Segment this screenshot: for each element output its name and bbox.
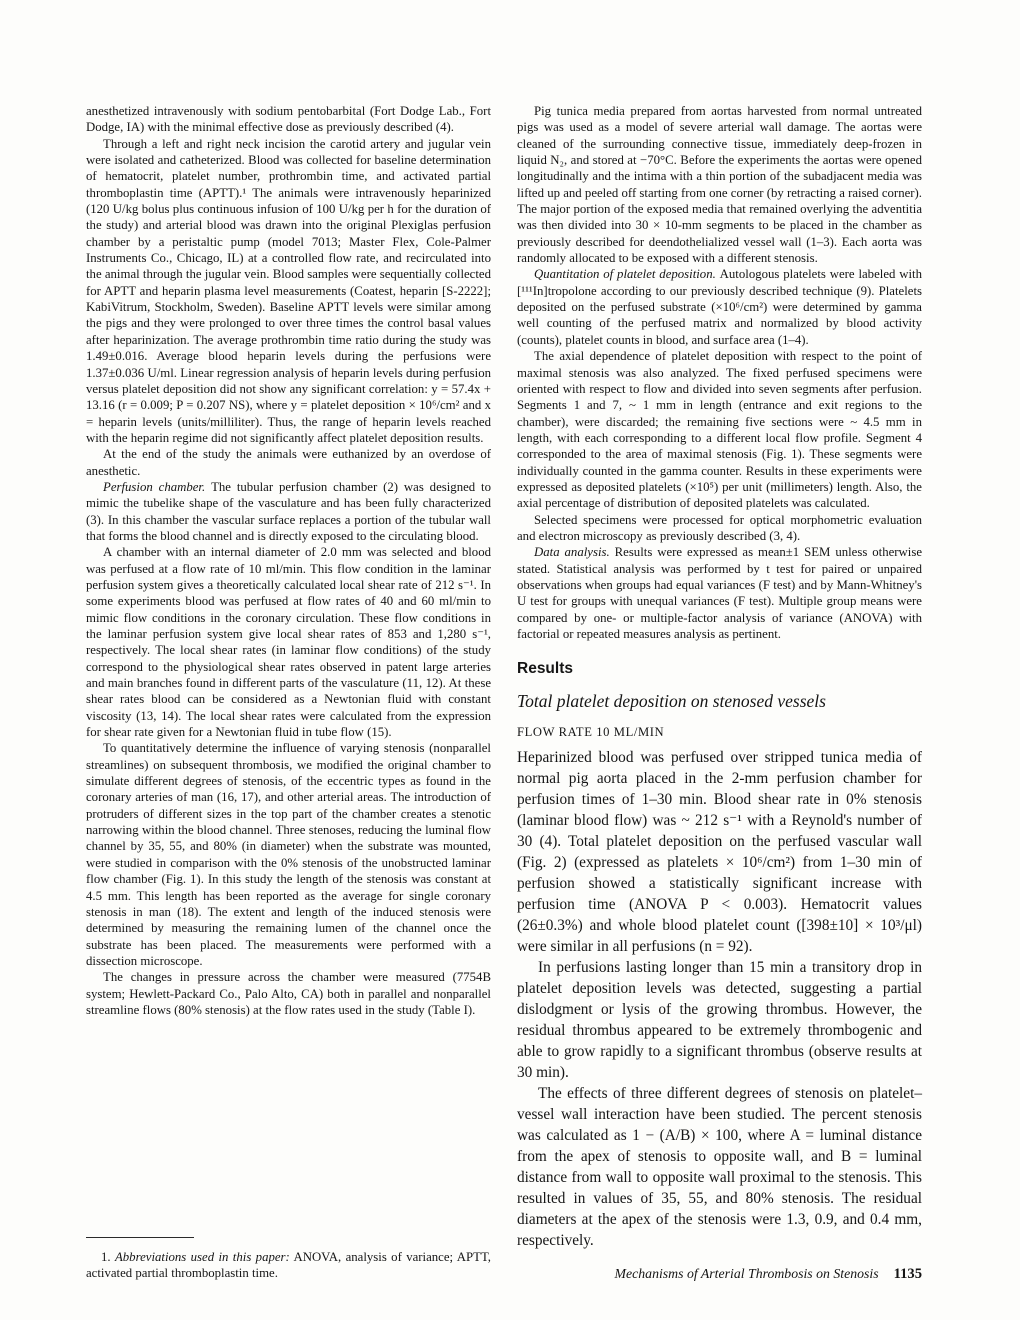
footnote [86,1237,491,1282]
methods-text-left [86,103,491,1018]
footnote-text [86,1249,491,1282]
paragraph: Data analysis. Results were expressed as mean±1 SEM unless otherwise stated. Statistical analysis was performed by t test for paired or unpaired observations when groups had equal variances (F test) and by Mann-Whitney's U test for groups with unequal variances (F test). Multiple group means were compared by one- or multiple-factor analysis of variance (ANOVA) with factorial or repeated measures analysis as pertinent. [517,545,922,641]
paragraph: The axial dependence of platelet deposition with respect to the point of maximal stenosis was also analyzed. The fixed perfused specimens were oriented with respect to flow and divided into seven segments after perfusion. Segments 1 and 7, ~ 1 mm in length (entrance and exit regions to the chamber), were discarded; the remaining five sections were ~ 4.5 mm in length, with each corresponding to a different local flow profile. Segment 4 corresponded to the area of maximal stenosis (Fig. 1). These segments were individually counted in the gamma counter. Results in these experiments were expressed as deposited platelets (×10⁵) per unit (millimeters) length. Also, the axial percentage of distribution of deposited platelets was calculated. [517,349,922,511]
paragraph: Pig tunica media prepared from aortas harvested from normal untreated pigs was used as a model of severe arterial wall damage. The aortas were cleaned of the surrounding connective tissue, immediately deep-frozen in liquid N₂, and stored at −70°C. Before the experiments the aortas were opened longitudinally and the intima with a thin portion of the subadjacent media was lifted up and peeled off starting from one corner (by retracting a raised corner). The major portion of the exposed media that remained overlying the adventitia was then divided into 30 × 10-mm segments to be placed in the chamber as previously described for deendothelialized vessel wall (1–3). Each aorta was randomly allocated to be exposed with a different stenosis. [517,104,922,266]
paragraph-lead: Perfusion chamber. [103,479,212,494]
results-text [517,747,922,1251]
footnote-rest: ANOVA, analysis of variance; APTT, activated partial thromboplastin time. [86,1249,492,1281]
paragraph: To quantitatively determine the influence of varying stenosis (nonparallel streamlines) on subsequent thrombosis, we modified the original chamber to simulate different degrees of stenosis, of the eccentric types as found in the coronary arteries of man (16, 17), and other arterial areas. The introduction of protruders of different sizes in the top part of the chamber creates a stenotic narrowing within the blood channel. Three stenoses, reducing the luminal flow channel by 35, 55, and 80% (in diameter) when the substrate was mounted, were studied in comparison with the 0% stenosis of the unobstructed laminar flow chamber (Fig. 1). In this study the length of the stenosis was constant at 4.5 mm. This length has been reported as the average for single coronary stenosis in man (18). The extent and length of the induced stenosis were determined by measuring the remaining lumen of the channel once the substrate has been placed. The measurements were performed with a dissection microscope. [86,741,491,968]
right-column [517,103,922,1282]
paragraph: The effects of three different degrees of stenosis on platelet–vessel wall interaction have been studied. The percent stenosis was calculated as 1 − (A/B) × 100, where A = luminal distance from the apex of stenosis to opposite wall, and B = luminal distance from wall to opposite wall proximal to the stenosis. This resulted in values of 35, 55, and 80% stenosis. The residual diameters at the apex of the stenosis were 1.3, 0.9, and 0.4 mm, respectively. [517,1085,922,1250]
paragraph-lead: Data analysis. [534,545,615,560]
methods-text-right [517,103,922,642]
left-column [86,103,491,1282]
page-number: 1135 [893,1266,922,1282]
paragraph: The changes in pressure across the chamber were measured (7754B system; Hewlett-Packard Co., Palo Alto, CA) both in parallel and nonparallel streamline flows (80% stenosis) at the flow rates used in the study (Table I). [86,970,491,1017]
paragraph: anesthetized intravenously with sodium pentobarbital (Fort Dodge Lab., Fort Dodge, IA) with the minimal effective dose as previously described (4). [86,104,491,135]
footnote-number: 1. [101,1249,115,1264]
paragraph: Through a left and right neck incision the carotid artery and jugular vein were isolated and catheterized. Blood was collected for baseline determination of hematocrit, platelet number, prothrombin time, and activated partial thromboplastin time (APTT).¹ The animals were intravenously heparinized (120 U/kg bolus plus continuous infusion of 100 U/kg per h for the duration of the study) and arterial blood was drawn into the original Plexiglas perfusion chamber by a peristaltic pump (model 7013; Master Flex, Cole-Palmer Instruments Co., Chicago, IL) at a controlled flow rate, and recirculated into the animal through the jugular vein. Blood samples were sequentially collected for APTT and heparin plasma level measurements (Coatest, heparin [S-2222]; KabiVitrum, Stockholm, Sweden). Baseline APTT levels were similar among the pigs and they were prolonged to over three times the control basal values after heparinization. The average prothrombin time ratio during the study was 1.49±0.016. Average blood heparin levels during the perfusions were 1.37±0.036 U/ml. Linear regression analysis of heparin levels during perfusion versus platelet deposition did not show any significant correlation: y = 57.4x + 13.16 (r = 0.009; P = 0.207 NS), where y = platelet deposition × 10⁶/cm² and x = heparin levels (units/milliliter). Thus, the range of heparin levels reached with the heparin regime did not significantly affect platelet deposition results. [86,136,491,445]
footnote-rule [86,1237,194,1238]
page-footer [615,1266,922,1283]
paragraph: At the end of the study the animals were euthanized by an overdose of anesthetic. [86,447,491,478]
paragraph: A chamber with an internal diameter of 2.0 mm was selected and blood was perfused at a flow rate of 10 ml/min. This flow condition in the laminar perfusion system gives a theoretically calculated local shear rate of 212 s⁻¹. In some experiments blood was perfused at flow rates of 40 and 60 ml/min to mimic flow conditions in the coronary circulation. These flow conditions in the laminar perfusion system give local shear rates of 853 and 1,280 s⁻¹, respectively. The local shear rates (in laminar flow conditions) of the study correspond to the physiological shear rates observed in patent large arteries and main branches found in different parts of the vasculature (11, 12). At these shear rates blood can be considered as a Newtonian fluid with constant viscosity (13, 14). The local shear rates were calculated from the expression for shear rate given for a Newtonian fluid in tube flow (15). [86,545,491,740]
results-section-heading: Results [517,660,573,678]
paragraph-lead: Quantitation of platelet deposition. [534,267,720,282]
footnote-italic-phrase: Abbreviations used in this paper: [114,1249,290,1264]
two-column-layout [86,103,922,1282]
results-subsection-heading: Total platelet deposition on stenosed vessels [517,691,826,712]
running-title: Mechanisms of Arterial Thrombosis on Stenosis [614,1266,879,1281]
paragraph: Heparinized blood was perfused over stripped tunica media of normal pig aorta placed in the 2-mm perfusion chamber for perfusion times of 1–30 min. Blood shear rate in 0% stenosis (laminar blood flow) was ~ 212 s⁻¹ with a Reynold's number of 30 (4). Total platelet deposition on the perfused vascular wall (Fig. 2) (expressed as platelets × 10⁶/cm²) from 1–30 min of perfusion showed a statistically significant increase with perfusion time (ANOVA P < 0.003). Hematocrit values (26±0.3%) and whole blood platelet count ([398±10] × 10³/μl) were similar in all perfusions (n = 92). [517,749,922,956]
flow-rate-heading: FLOW RATE 10 ML/MIN [517,725,665,740]
paragraph: Selected specimens were processed for optical morphometric evaluation and electron microscopy as previously described (3, 4). [517,512,922,543]
paragraph: Perfusion chamber. The tubular perfusion chamber (2) was designed to mimic the tubelike shape of the vasculature and has been fully characterized (3). In this chamber the vascular surface replaces a portion of the tubular wall that forms the blood channel and is directly exposed to the circulating blood. [86,479,492,543]
paragraph: In perfusions lasting longer than 15 min a transitory drop in platelet deposition levels was detected, suggesting a partial dislodgment or lysis of the growing thrombus. However, the residual thrombus appeared to be extremely thrombogenic and able to grow rapidly to a significant thrombus (observe results at 30 min). [517,959,922,1082]
paragraph: Quantitation of platelet deposition. Autologous platelets were labeled with [¹¹¹In]tropolone according to our previously described technique (9). Platelets deposited on the perfused substrate (×10⁶/cm²) were determined by gamma well counting of the perfused matrix and normalized by blood activity (counts), platelet counts in blood, and surface area (1–4). [517,267,922,347]
